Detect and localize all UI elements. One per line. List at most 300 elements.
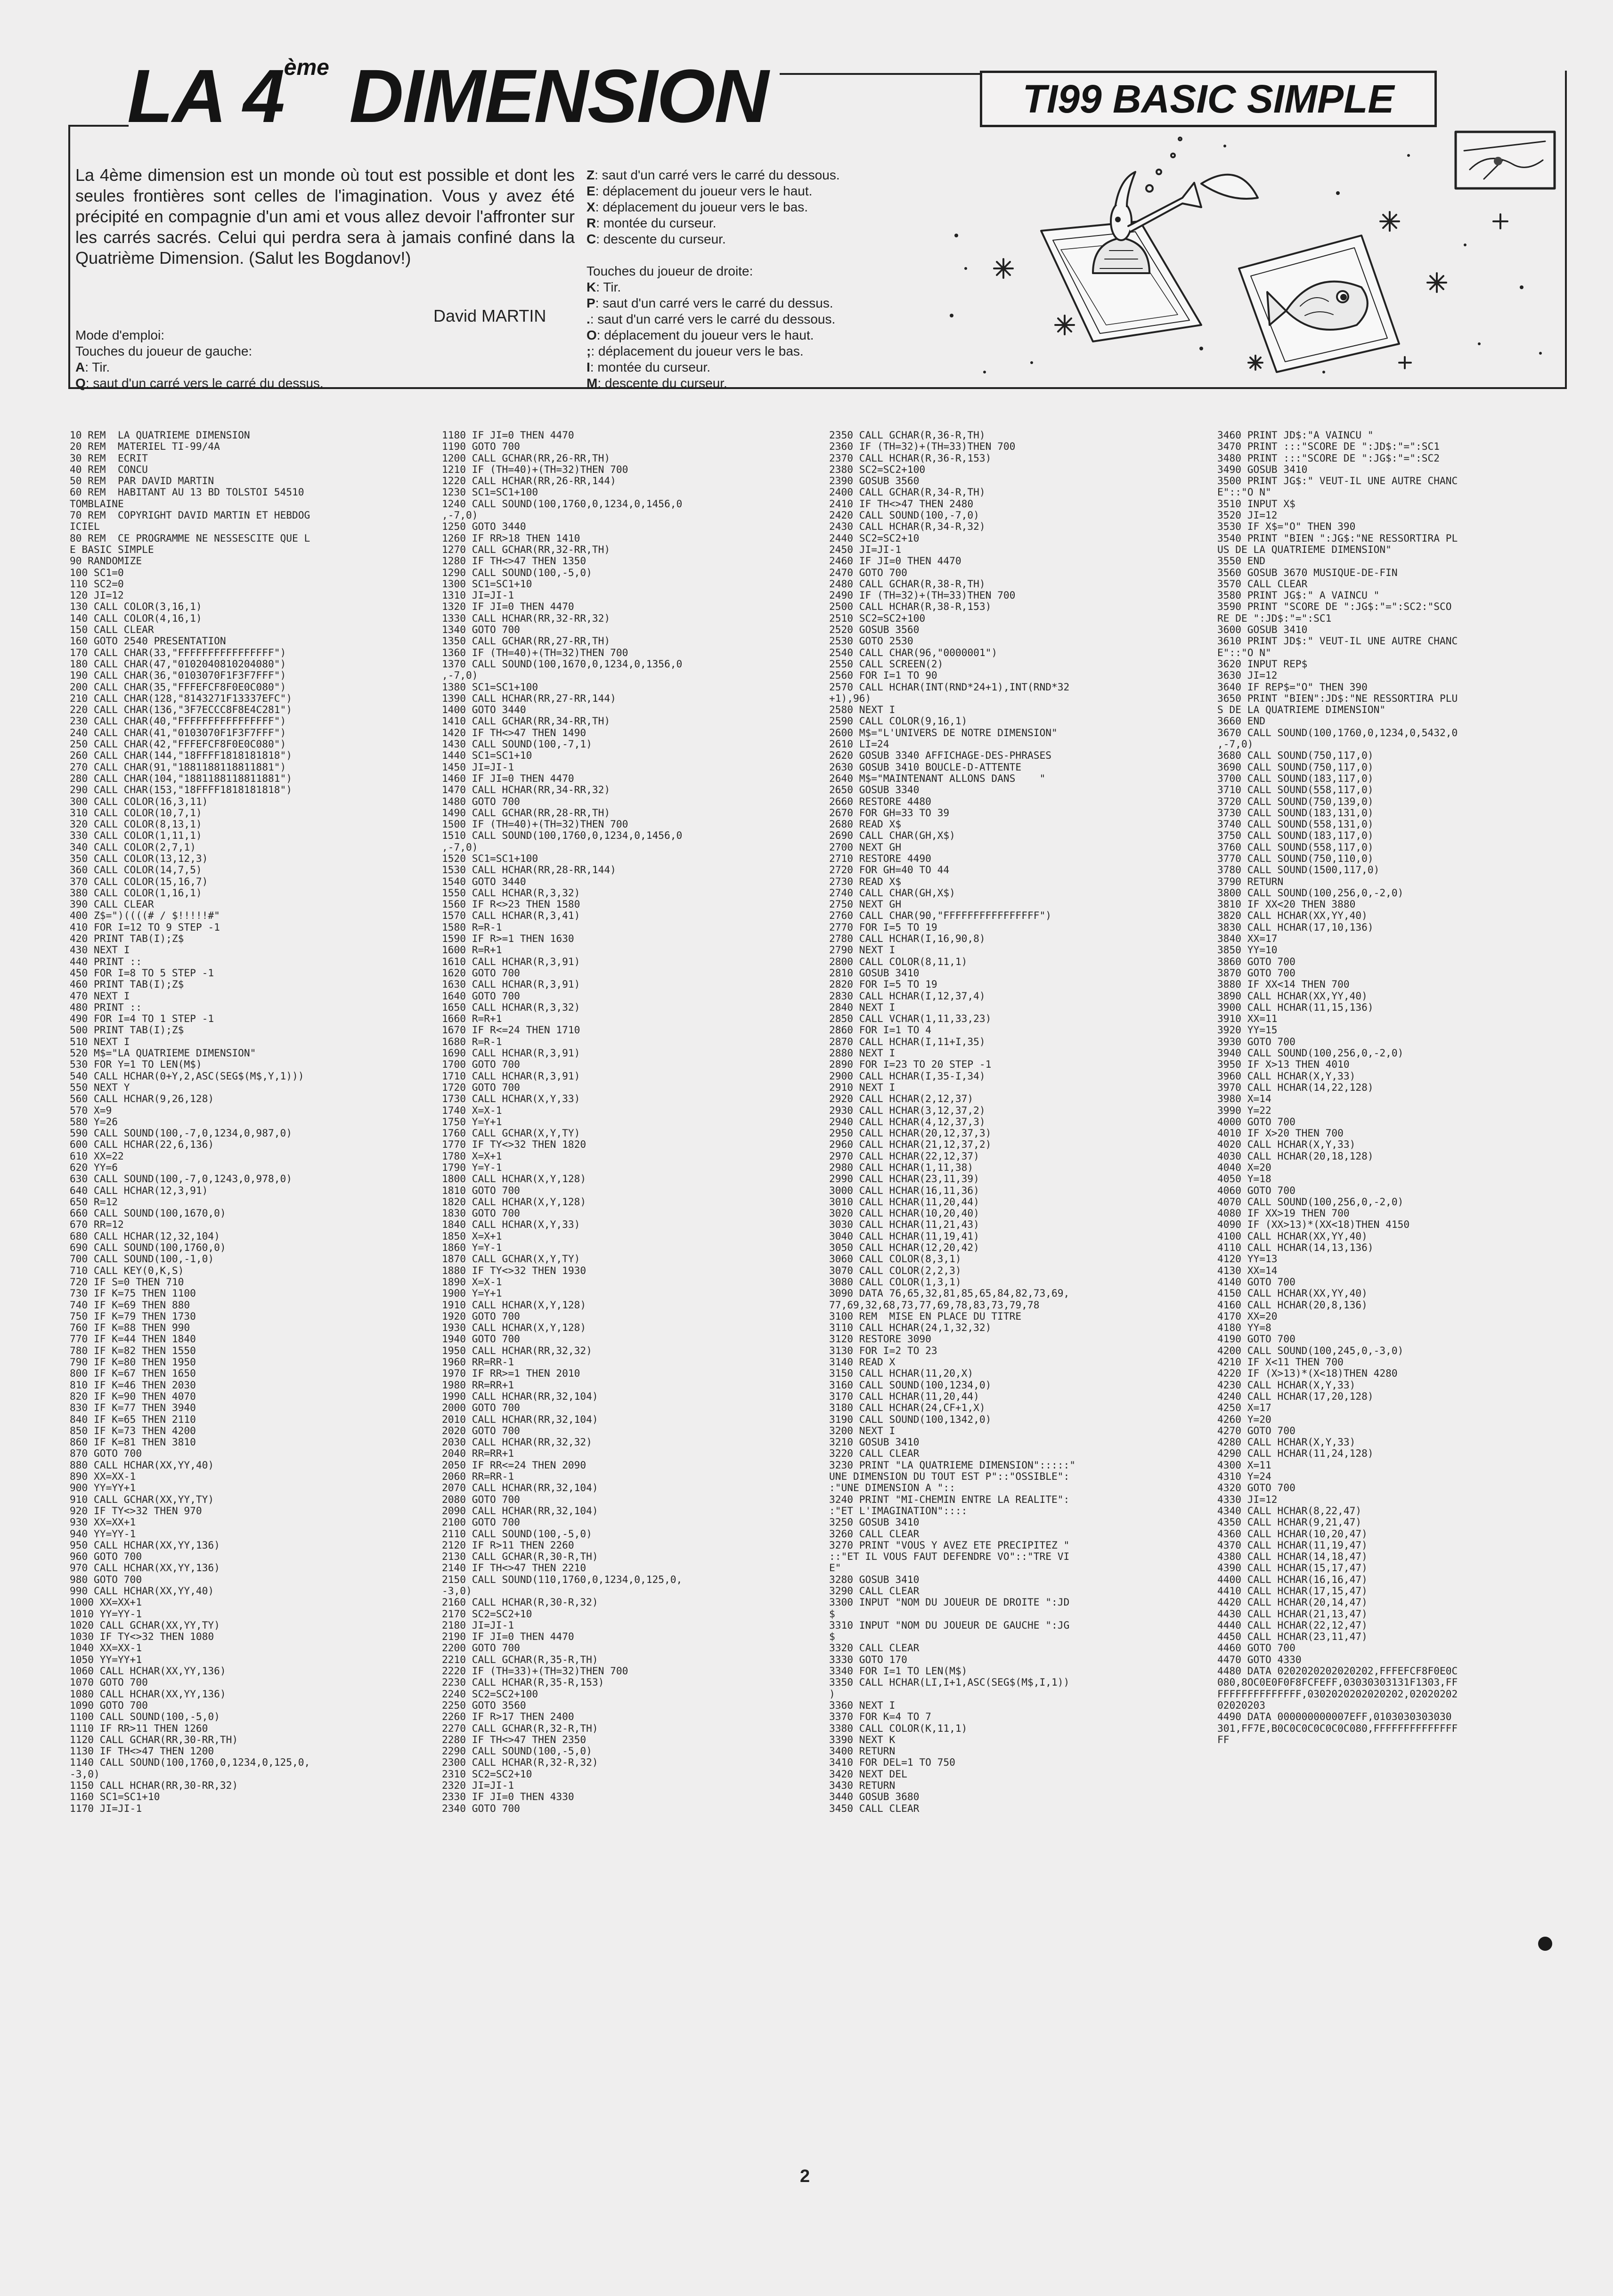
code-line: 4130 XX=14 bbox=[1217, 1264, 1278, 1276]
code-line: 3860 GOTO 700 bbox=[1217, 955, 1295, 967]
code-line: 2060 RR=RR-1 bbox=[442, 1470, 514, 1483]
code-line: 3180 CALL HCHAR(24,CF+1,X) bbox=[829, 1402, 986, 1414]
code-line: 60 REM HABITANT AU 13 BD TOLSTOI 54510 bbox=[70, 486, 304, 498]
code-line: 4040 X=20 bbox=[1217, 1161, 1271, 1173]
code-line: 2330 IF JI=0 THEN 4330 bbox=[442, 1791, 574, 1803]
code-line: 620 YY=6 bbox=[70, 1161, 118, 1173]
code-line: 3160 CALL SOUND(100,1234,0) bbox=[829, 1379, 992, 1391]
code-line: 980 GOTO 700 bbox=[70, 1573, 142, 1585]
code-line: 3270 PRINT "VOUS Y AVEZ ETE PRECIPITEZ " bbox=[829, 1539, 1070, 1551]
code-line: 1280 IF TH<>47 THEN 1350 bbox=[442, 555, 587, 567]
code-line: 10 REM LA QUATRIEME DIMENSION bbox=[70, 430, 250, 441]
code-line: 2340 GOTO 700 bbox=[442, 1802, 520, 1814]
code-line: 3370 FOR K=4 TO 7 bbox=[829, 1711, 931, 1723]
code-line: 1590 IF R>=1 THEN 1630 bbox=[442, 933, 574, 945]
code-line: 1310 JI=JI-1 bbox=[442, 589, 514, 601]
code-line: 520 M$="LA QUATRIEME DIMENSION" bbox=[70, 1047, 256, 1059]
code-line: 3420 NEXT DEL bbox=[829, 1768, 907, 1780]
code-line: 3280 GOSUB 3410 bbox=[829, 1573, 920, 1585]
code-line: 1490 CALL GCHAR(RR,28-RR,TH) bbox=[442, 806, 611, 819]
code-line: 2410 IF TH<>47 THEN 2480 bbox=[829, 497, 974, 510]
code-line: 880 CALL HCHAR(XX,YY,40) bbox=[70, 1459, 214, 1471]
code-line: 610 XX=22 bbox=[70, 1150, 124, 1162]
code-line: 4050 Y=18 bbox=[1217, 1173, 1271, 1185]
title-underline-left bbox=[68, 125, 129, 127]
code-line: 2510 SC2=SC2+100 bbox=[829, 612, 926, 624]
code-line: 4390 CALL HCHAR(15,17,47) bbox=[1217, 1562, 1368, 1574]
code-line: 2300 CALL HCHAR(R,32-R,32) bbox=[442, 1756, 598, 1769]
code-line: 4230 CALL HCHAR(X,Y,33) bbox=[1217, 1379, 1356, 1391]
code-line: 4000 GOTO 700 bbox=[1217, 1115, 1295, 1128]
code-line: 2190 IF JI=0 THEN 4470 bbox=[442, 1631, 574, 1643]
code-line: 3450 CALL CLEAR bbox=[829, 1802, 920, 1814]
code-line: 810 IF K=46 THEN 2030 bbox=[70, 1379, 196, 1391]
key-letter: ; bbox=[587, 344, 591, 358]
code-line: 1800 CALL HCHAR(X,Y,128) bbox=[442, 1173, 587, 1185]
code-line: 770 IF K=44 THEN 1840 bbox=[70, 1333, 196, 1345]
code-line: 2120 IF R>11 THEN 2260 bbox=[442, 1539, 574, 1551]
code-line: 4120 YY=13 bbox=[1217, 1253, 1278, 1265]
code-line: 360 CALL COLOR(14,7,5) bbox=[70, 864, 202, 876]
key-letter: E bbox=[587, 184, 595, 198]
code-line: 1730 CALL HCHAR(X,Y,33) bbox=[442, 1093, 580, 1105]
code-line: 1990 CALL HCHAR(RR,32,104) bbox=[442, 1390, 598, 1402]
code-line: 430 NEXT I bbox=[70, 944, 130, 956]
code-line: 2090 CALL HCHAR(RR,32,104) bbox=[442, 1504, 598, 1517]
end-of-listing-dot bbox=[1538, 1937, 1552, 1951]
code-line: 1950 CALL HCHAR(RR,32,32) bbox=[442, 1344, 592, 1356]
code-line: 2620 GOSUB 3340 AFFICHAGE-DES-PHRASES bbox=[829, 749, 1051, 762]
code-line: 1480 GOTO 700 bbox=[442, 795, 520, 807]
code-line: 3690 CALL SOUND(750,117,0) bbox=[1217, 761, 1374, 773]
code-line: E"::"O N" bbox=[1217, 646, 1271, 658]
code-line: 30 REM ECRIT bbox=[70, 452, 148, 464]
key-letter: I bbox=[587, 360, 590, 374]
intro-paragraph: La 4ème dimension est un monde où tout est possible et dont les seules frontières sont celles de l'imagination. Vous y avez été précipité en compagnie d'un ami et vous allez devoir l'affronter sur les carrés sacrés. Celui qui perdra sera à jamais confiné dans la Quatrième Dimension. (Salut les Bogdanov!) bbox=[75, 165, 575, 268]
code-line: 2700 NEXT GH bbox=[829, 841, 902, 853]
key-letter: R bbox=[587, 216, 596, 230]
code-line: 3940 CALL SOUND(100,256,0,-2,0) bbox=[1217, 1047, 1404, 1059]
code-line: 2140 IF TH<>47 THEN 2210 bbox=[442, 1562, 587, 1574]
key-letter: . bbox=[587, 312, 590, 326]
code-line: 390 CALL CLEAR bbox=[70, 898, 154, 910]
code-line: 130 CALL COLOR(3,16,1) bbox=[70, 600, 202, 613]
code-line: 3680 CALL SOUND(750,117,0) bbox=[1217, 749, 1374, 762]
code-line: 2250 GOTO 3560 bbox=[442, 1699, 526, 1711]
code-line: 450 FOR I=8 TO 5 STEP -1 bbox=[70, 966, 214, 979]
code-line: 590 CALL SOUND(100,-7,0,1234,0,987,0) bbox=[70, 1127, 292, 1139]
code-line: 1100 CALL SOUND(100,-5,0) bbox=[70, 1711, 220, 1723]
code-line: 1470 CALL HCHAR(RR,34-RR,32) bbox=[442, 784, 611, 796]
code-line: 2670 FOR GH=33 TO 39 bbox=[829, 806, 950, 819]
code-line: 2440 SC2=SC2+10 bbox=[829, 532, 920, 544]
code-line: 3100 REM MISE EN PLACE DU TITRE bbox=[829, 1310, 1022, 1322]
code-line: 2460 IF JI=0 THEN 4470 bbox=[829, 555, 961, 567]
keys-line bbox=[587, 375, 926, 391]
code-line: 1410 CALL GCHAR(RR,34-RR,TH) bbox=[442, 715, 611, 727]
keys-line bbox=[587, 327, 926, 343]
code-line: 1680 R=R-1 bbox=[442, 1035, 502, 1047]
code-line: 380 CALL COLOR(1,16,1) bbox=[70, 886, 202, 899]
key-description: Mode d'emploi: bbox=[75, 328, 164, 342]
code-line: 550 NEXT Y bbox=[70, 1081, 130, 1093]
code-line: 1250 GOTO 3440 bbox=[442, 520, 526, 533]
code-line: 1830 GOTO 700 bbox=[442, 1207, 520, 1219]
code-line: 3490 GOSUB 3410 bbox=[1217, 463, 1308, 475]
code-line: 2560 FOR I=1 TO 90 bbox=[829, 669, 937, 681]
code-line: 1160 SC1=SC1+10 bbox=[70, 1791, 160, 1803]
code-line: 750 IF K=79 THEN 1730 bbox=[70, 1310, 196, 1322]
key-letter: P bbox=[587, 296, 595, 310]
code-line: 2290 CALL SOUND(100,-5,0) bbox=[442, 1745, 592, 1757]
code-line: 2180 JI=JI-1 bbox=[442, 1619, 514, 1631]
code-line: 3710 CALL SOUND(558,117,0) bbox=[1217, 784, 1374, 796]
code-line: 4470 GOTO 4330 bbox=[1217, 1653, 1302, 1665]
code-line: 2350 CALL GCHAR(R,36-R,TH) bbox=[829, 430, 986, 441]
key-letter: K bbox=[587, 280, 596, 294]
code-line: 3110 CALL HCHAR(24,1,32,32) bbox=[829, 1322, 992, 1334]
code-line: 3360 NEXT I bbox=[829, 1699, 896, 1711]
code-line: 4190 GOTO 700 bbox=[1217, 1333, 1295, 1345]
code-line: 3170 CALL HCHAR(11,20,44) bbox=[829, 1390, 979, 1402]
code-line: 3520 JI=12 bbox=[1217, 509, 1278, 521]
code-line: 2760 CALL CHAR(90,"FFFFFFFFFFFFFFFF") bbox=[829, 909, 1051, 922]
code-line: 2430 CALL HCHAR(R,34-R,32) bbox=[829, 520, 986, 533]
code-line: 1970 IF RR>=1 THEN 2010 bbox=[442, 1367, 580, 1379]
code-line: 2000 GOTO 700 bbox=[442, 1402, 520, 1414]
code-line: 600 CALL HCHAR(22,6,136) bbox=[70, 1138, 214, 1151]
code-line: 2890 FOR I=23 TO 20 STEP -1 bbox=[829, 1058, 992, 1071]
code-listing-column-3 bbox=[829, 430, 1206, 2050]
mode-line bbox=[75, 359, 415, 375]
code-line: 4460 GOTO 700 bbox=[1217, 1642, 1295, 1654]
code-line: 4010 IF X>20 THEN 700 bbox=[1217, 1127, 1344, 1139]
code-line: 690 CALL SOUND(100,1760,0) bbox=[70, 1241, 226, 1254]
code-line: 4360 CALL HCHAR(10,20,47) bbox=[1217, 1527, 1368, 1540]
key-description: : Tir. bbox=[85, 360, 110, 374]
code-line: 570 X=9 bbox=[70, 1104, 112, 1116]
code-line: 4170 XX=20 bbox=[1217, 1310, 1278, 1322]
code-line: 4210 IF X<11 THEN 700 bbox=[1217, 1356, 1344, 1368]
code-line: 1860 Y=Y-1 bbox=[442, 1241, 502, 1254]
code-line: 1130 IF TH<>47 THEN 1200 bbox=[70, 1745, 214, 1757]
code-line: 3730 CALL SOUND(183,131,0) bbox=[1217, 806, 1374, 819]
code-line: 1960 RR=RR-1 bbox=[442, 1356, 514, 1368]
code-line: 2380 SC2=SC2+100 bbox=[829, 463, 926, 475]
code-line: 4280 CALL HCHAR(X,Y,33) bbox=[1217, 1436, 1356, 1448]
code-line: 50 REM PAR DAVID MARTIN bbox=[70, 475, 214, 487]
code-line: 2820 FOR I=5 TO 19 bbox=[829, 978, 937, 990]
code-line: 4490 DATA 000000000007EFF,0103030303030 bbox=[1217, 1711, 1452, 1723]
code-line: 580 Y=26 bbox=[70, 1115, 118, 1128]
code-line: 960 GOTO 700 bbox=[70, 1550, 142, 1563]
code-line: 3630 JI=12 bbox=[1217, 669, 1278, 681]
key-letter: A bbox=[75, 360, 85, 374]
key-description: : Tir. bbox=[596, 280, 621, 294]
code-line: 1070 GOTO 700 bbox=[70, 1676, 148, 1688]
code-line: 3290 CALL CLEAR bbox=[829, 1584, 920, 1597]
code-line: 740 IF K=69 THEN 880 bbox=[70, 1298, 190, 1311]
code-line: 190 CALL CHAR(36,"0103070F1F3F7FFF") bbox=[70, 669, 286, 681]
code-line: 2840 NEXT I bbox=[829, 1001, 896, 1013]
code-line: 1010 YY=YY-1 bbox=[70, 1607, 142, 1620]
code-line: 3720 CALL SOUND(750,139,0) bbox=[1217, 795, 1374, 807]
code-line: 1390 CALL HCHAR(RR,27-RR,144) bbox=[442, 692, 616, 704]
code-line: 3530 IF X$="O" THEN 390 bbox=[1217, 520, 1356, 533]
code-line: 1220 CALL HCHAR(RR,26-RR,144) bbox=[442, 475, 616, 487]
code-line: 3800 CALL SOUND(100,256,0,-2,0) bbox=[1217, 886, 1404, 899]
mode-line bbox=[75, 327, 415, 343]
code-line: 3400 RETURN bbox=[829, 1745, 896, 1757]
code-line: 2010 CALL HCHAR(RR,32,104) bbox=[442, 1413, 598, 1425]
code-line: 2990 CALL HCHAR(23,11,39) bbox=[829, 1173, 979, 1185]
code-line: 3790 RETURN bbox=[1217, 875, 1284, 887]
code-line: 90 RANDOMIZE bbox=[70, 555, 142, 567]
code-line: 3870 GOTO 700 bbox=[1217, 966, 1295, 979]
code-line: 1570 CALL HCHAR(R,3,41) bbox=[442, 909, 580, 922]
code-line: 2630 GOSUB 3410 BOUCLE-D-ATTENTE bbox=[829, 761, 1022, 773]
code-line: 2730 READ X$ bbox=[829, 875, 902, 887]
code-line: 2540 CALL CHAR(96,"0000001") bbox=[829, 646, 998, 658]
code-line: 2270 CALL GCHAR(R,32-R,TH) bbox=[442, 1722, 598, 1734]
code-line: :"ET L'IMAGINATION":::: bbox=[829, 1504, 968, 1517]
code-line: 1890 X=X-1 bbox=[442, 1275, 502, 1288]
code-line: 1740 X=X-1 bbox=[442, 1104, 502, 1116]
code-line: 3900 CALL HCHAR(11,15,136) bbox=[1217, 1001, 1374, 1013]
code-line: 3470 PRINT :::"SCORE DE ":JD$:"=":SC1 bbox=[1217, 440, 1440, 453]
key-description: : saut d'un carré vers le carré du dessus. bbox=[595, 296, 833, 310]
code-line: 730 IF K=75 THEN 1100 bbox=[70, 1287, 196, 1299]
code-line: 2780 CALL HCHAR(I,16,90,8) bbox=[829, 933, 986, 945]
code-line: 4340 CALL HCHAR(8,22,47) bbox=[1217, 1504, 1362, 1517]
code-line: 350 CALL COLOR(13,12,3) bbox=[70, 852, 208, 864]
code-line: 1600 R=R+1 bbox=[442, 944, 502, 956]
code-line: 1560 IF R<>23 THEN 1580 bbox=[442, 898, 580, 910]
code-line: 3540 PRINT "BIEN ":JG$:"NE RESSORTIRA PL bbox=[1217, 532, 1458, 544]
code-line: 2070 CALL HCHAR(RR,32,104) bbox=[442, 1482, 598, 1494]
code-line: 1870 CALL GCHAR(X,Y,TY) bbox=[442, 1253, 580, 1265]
code-line: ,-7,0) bbox=[442, 841, 478, 853]
code-line: 2600 M$="L'UNIVERS DE NOTRE DIMENSION" bbox=[829, 726, 1058, 738]
code-line: 140 CALL COLOR(4,16,1) bbox=[70, 612, 202, 624]
code-line: 870 GOTO 700 bbox=[70, 1447, 142, 1460]
frame-border-right bbox=[1565, 71, 1567, 389]
code-line: 2900 CALL HCHAR(I,35-I,34) bbox=[829, 1070, 986, 1082]
code-line: $ bbox=[829, 1631, 835, 1643]
code-line: 2740 CALL CHAR(GH,X$) bbox=[829, 886, 955, 899]
code-line: 3050 CALL HCHAR(12,20,42) bbox=[829, 1241, 979, 1254]
code-line: 2910 NEXT I bbox=[829, 1081, 896, 1093]
code-listing-column-4 bbox=[1217, 430, 1594, 2050]
key-letter: O bbox=[587, 328, 597, 342]
code-line: 4020 CALL HCHAR(X,Y,33) bbox=[1217, 1138, 1356, 1151]
code-line: 630 CALL SOUND(100,-7,0,1243,0,978,0) bbox=[70, 1173, 292, 1185]
code-line: 1820 CALL HCHAR(X,Y,128) bbox=[442, 1195, 587, 1208]
code-line: 1020 CALL GCHAR(XX,YY,TY) bbox=[70, 1619, 220, 1631]
code-line: 2470 GOTO 700 bbox=[829, 566, 907, 578]
code-line: 2930 CALL HCHAR(3,12,37,2) bbox=[829, 1104, 986, 1116]
code-line: 400 Z$=")((((# / $!!!!!#" bbox=[70, 909, 220, 922]
code-line: ::"ET IL VOUS FAUT DEFENDRE VO"::"TRE VI bbox=[829, 1550, 1070, 1563]
code-line: 3150 CALL HCHAR(11,20,X) bbox=[829, 1367, 974, 1379]
code-line: 1790 Y=Y-1 bbox=[442, 1161, 502, 1173]
code-line: 1000 XX=XX+1 bbox=[70, 1596, 142, 1608]
code-line: 370 CALL COLOR(15,16,7) bbox=[70, 875, 208, 887]
code-line: 180 CALL CHAR(47,"0102040810204080") bbox=[70, 657, 286, 670]
key-letter: C bbox=[587, 232, 596, 246]
code-line: 1360 IF (TH=40)+(TH=32)THEN 700 bbox=[442, 646, 628, 658]
code-line: 4440 CALL HCHAR(22,12,47) bbox=[1217, 1619, 1368, 1631]
code-line: 3060 CALL COLOR(8,3,1) bbox=[829, 1253, 961, 1265]
code-line: 4240 CALL HCHAR(17,20,128) bbox=[1217, 1390, 1374, 1402]
code-line: 940 YY=YY-1 bbox=[70, 1527, 136, 1540]
code-line: 1850 X=X+1 bbox=[442, 1230, 502, 1242]
code-line: 3700 CALL SOUND(183,117,0) bbox=[1217, 772, 1374, 784]
code-line: 2640 M$="MAINTENANT ALLONS DANS " bbox=[829, 772, 1046, 784]
code-line: 2260 IF R>17 THEN 2400 bbox=[442, 1711, 574, 1723]
code-line: 3960 CALL HCHAR(X,Y,33) bbox=[1217, 1070, 1356, 1082]
code-line: 310 CALL COLOR(10,7,1) bbox=[70, 806, 202, 819]
code-line: 3570 CALL CLEAR bbox=[1217, 577, 1308, 590]
code-line: 3920 YY=15 bbox=[1217, 1024, 1278, 1036]
instructions-left-player bbox=[75, 327, 415, 391]
code-line: 1140 CALL SOUND(100,1760,0,1234,0,125,0, bbox=[70, 1756, 310, 1769]
code-line: 080,8OC0E0F0F8FCFEFF,03030303131F1303,FF bbox=[1217, 1676, 1458, 1688]
code-line: 2210 CALL GCHAR(R,35-R,TH) bbox=[442, 1653, 598, 1665]
key-description: : montée du curseur. bbox=[596, 216, 717, 230]
code-line: 3210 GOSUB 3410 bbox=[829, 1436, 920, 1448]
key-description: : montée du curseur. bbox=[590, 360, 711, 374]
code-line: 4480 DATA 0202020202020202,FFFEFCF8F0E0C bbox=[1217, 1665, 1458, 1677]
code-line: 150 CALL CLEAR bbox=[70, 624, 154, 636]
code-line: 3950 IF X>13 THEN 4010 bbox=[1217, 1058, 1350, 1071]
code-line: 500 PRINT TAB(I);Z$ bbox=[70, 1024, 184, 1036]
code-line: 1650 CALL HCHAR(R,3,32) bbox=[442, 1001, 580, 1013]
code-line: 4150 CALL HCHAR(XX,YY,40) bbox=[1217, 1287, 1368, 1299]
code-line: 790 IF K=80 THEN 1950 bbox=[70, 1356, 196, 1368]
category-banner: TI99 BASIC SIMPLE bbox=[980, 71, 1437, 127]
code-line: 2550 CALL SCREEN(2) bbox=[829, 657, 944, 670]
code-line: 3030 CALL HCHAR(11,21,43) bbox=[829, 1218, 979, 1231]
code-line: 2320 JI=JI-1 bbox=[442, 1779, 514, 1792]
code-line: ,-7,0) bbox=[442, 669, 478, 681]
keys-line bbox=[587, 199, 926, 215]
code-line: 780 IF K=82 THEN 1550 bbox=[70, 1344, 196, 1356]
code-line: 2520 GOSUB 3560 bbox=[829, 624, 920, 636]
code-line: 2850 CALL VCHAR(1,11,33,23) bbox=[829, 1013, 992, 1025]
code-line: 1500 IF (TH=40)+(TH=32)THEN 700 bbox=[442, 818, 628, 830]
code-line: 3080 CALL COLOR(1,3,1) bbox=[829, 1275, 961, 1288]
mode-line bbox=[75, 343, 415, 359]
code-line: UNE DIMENSION DU TOUT EST P"::"OSSIBLE": bbox=[829, 1470, 1070, 1483]
code-line: 40 REM CONCU bbox=[70, 463, 148, 475]
code-line: 2870 CALL HCHAR(I,11+I,35) bbox=[829, 1035, 986, 1047]
code-line: 1230 SC1=SC1+100 bbox=[442, 486, 538, 498]
code-line: 4430 CALL HCHAR(21,13,47) bbox=[1217, 1607, 1368, 1620]
code-line: 1110 IF RR>11 THEN 1260 bbox=[70, 1722, 208, 1734]
code-line: RE DE ":JD$:"=":SC1 bbox=[1217, 612, 1332, 624]
key-description: : saut d'un carré vers le carré du dessous. bbox=[590, 312, 836, 326]
code-line: 2580 NEXT I bbox=[829, 704, 896, 716]
code-line: 4110 CALL HCHAR(14,13,136) bbox=[1217, 1241, 1374, 1254]
code-line: 1530 CALL HCHAR(RR,28-RR,144) bbox=[442, 864, 616, 876]
code-line: +1),96) bbox=[829, 692, 872, 704]
code-line: 330 CALL COLOR(1,11,1) bbox=[70, 829, 202, 842]
code-line: 240 CALL CHAR(41,"0103070F1F3F7FFF") bbox=[70, 726, 286, 738]
code-line: 2370 CALL HCHAR(R,36-R,153) bbox=[829, 452, 992, 464]
code-line: 3660 END bbox=[1217, 715, 1266, 727]
code-line: 3330 GOTO 170 bbox=[829, 1653, 907, 1665]
code-line: 3220 CALL CLEAR bbox=[829, 1447, 920, 1460]
code-line: 4070 CALL SOUND(100,256,0,-2,0) bbox=[1217, 1195, 1404, 1208]
code-line: 1030 IF TY<>32 THEN 1080 bbox=[70, 1631, 214, 1643]
frame-border-left bbox=[68, 125, 70, 389]
keys-line bbox=[587, 343, 926, 359]
code-line: 340 CALL COLOR(2,7,1) bbox=[70, 841, 196, 853]
code-line: 4030 CALL HCHAR(20,18,128) bbox=[1217, 1150, 1374, 1162]
code-line: 1260 IF RR>18 THEN 1410 bbox=[442, 532, 580, 544]
code-line: 3260 CALL CLEAR bbox=[829, 1527, 920, 1540]
code-line: 700 CALL SOUND(100,-1,0) bbox=[70, 1253, 214, 1265]
code-line: 3140 READ X bbox=[829, 1356, 896, 1368]
code-line: 2680 READ X$ bbox=[829, 818, 902, 830]
code-line: 4330 JI=12 bbox=[1217, 1493, 1278, 1505]
code-line: -3,0) bbox=[442, 1584, 472, 1597]
code-line: 1760 CALL GCHAR(X,Y,TY) bbox=[442, 1127, 580, 1139]
code-line: 440 PRINT :: bbox=[70, 955, 142, 967]
code-line: 2940 CALL HCHAR(4,12,37,3) bbox=[829, 1115, 986, 1128]
code-line: 1150 CALL HCHAR(RR,30-RR,32) bbox=[70, 1779, 238, 1792]
code-line: 3190 CALL SOUND(100,1342,0) bbox=[829, 1413, 992, 1425]
code-line: 4420 CALL HCHAR(20,14,47) bbox=[1217, 1596, 1368, 1608]
code-line: 670 RR=12 bbox=[70, 1218, 124, 1231]
code-line: 2220 IF (TH=33)+(TH=32)THEN 700 bbox=[442, 1665, 628, 1677]
code-line: 1460 IF JI=0 THEN 4470 bbox=[442, 772, 574, 784]
code-line: 1660 R=R+1 bbox=[442, 1013, 502, 1025]
code-line: 2490 IF (TH=32)+(TH=33)THEN 700 bbox=[829, 589, 1016, 601]
code-line: 420 PRINT TAB(I);Z$ bbox=[70, 933, 184, 945]
code-line: 1510 CALL SOUND(100,1760,0,1234,0,1456,0 bbox=[442, 829, 683, 842]
code-line: 1700 GOTO 700 bbox=[442, 1058, 520, 1071]
code-line: 4270 GOTO 700 bbox=[1217, 1424, 1295, 1436]
code-line: 1920 GOTO 700 bbox=[442, 1310, 520, 1322]
key-description: : saut d'un carré vers le carré du dessus. bbox=[85, 376, 324, 390]
code-line: 1770 IF TY<>32 THEN 1820 bbox=[442, 1138, 587, 1151]
keys-line bbox=[587, 183, 926, 199]
code-line: FFFFFFFFFFFFFF,0302020202020202,02020202 bbox=[1217, 1688, 1458, 1700]
code-line: 3040 CALL HCHAR(11,19,41) bbox=[829, 1230, 979, 1242]
keys-line bbox=[587, 231, 926, 247]
key-description: : déplacement du joueur vers le bas. bbox=[591, 344, 804, 358]
code-line: 3590 PRINT "SCORE DE ":JG$:"=":SC2:"SCO bbox=[1217, 600, 1452, 613]
code-line: 3440 GOSUB 3680 bbox=[829, 1791, 920, 1803]
code-line: 4100 CALL HCHAR(XX,YY,40) bbox=[1217, 1230, 1368, 1242]
code-line: 2080 GOTO 700 bbox=[442, 1493, 520, 1505]
key-letter: Z bbox=[587, 168, 595, 182]
code-line: 1300 SC1=SC1+10 bbox=[442, 577, 532, 590]
code-line: 460 PRINT TAB(I);Z$ bbox=[70, 978, 184, 990]
key-description: Touches du joueur de gauche: bbox=[75, 344, 253, 358]
code-line: 540 CALL HCHAR(0+Y,2,ASC(SEG$(M$,Y,1))) bbox=[70, 1070, 304, 1082]
code-line: 4370 CALL HCHAR(11,19,47) bbox=[1217, 1539, 1368, 1551]
code-line: 3560 GOSUB 3670 MUSIQUE-DE-FIN bbox=[1217, 566, 1398, 578]
code-line: 3130 FOR I=2 TO 23 bbox=[829, 1344, 937, 1356]
code-line: 300 CALL COLOR(16,3,11) bbox=[70, 795, 208, 807]
code-line: 2650 GOSUB 3340 bbox=[829, 784, 920, 796]
code-line: 1420 IF TH<>47 THEN 1490 bbox=[442, 726, 587, 738]
key-description: : saut d'un carré vers le carré du dessous. bbox=[595, 168, 840, 182]
code-line: 800 IF K=67 THEN 1650 bbox=[70, 1367, 196, 1379]
